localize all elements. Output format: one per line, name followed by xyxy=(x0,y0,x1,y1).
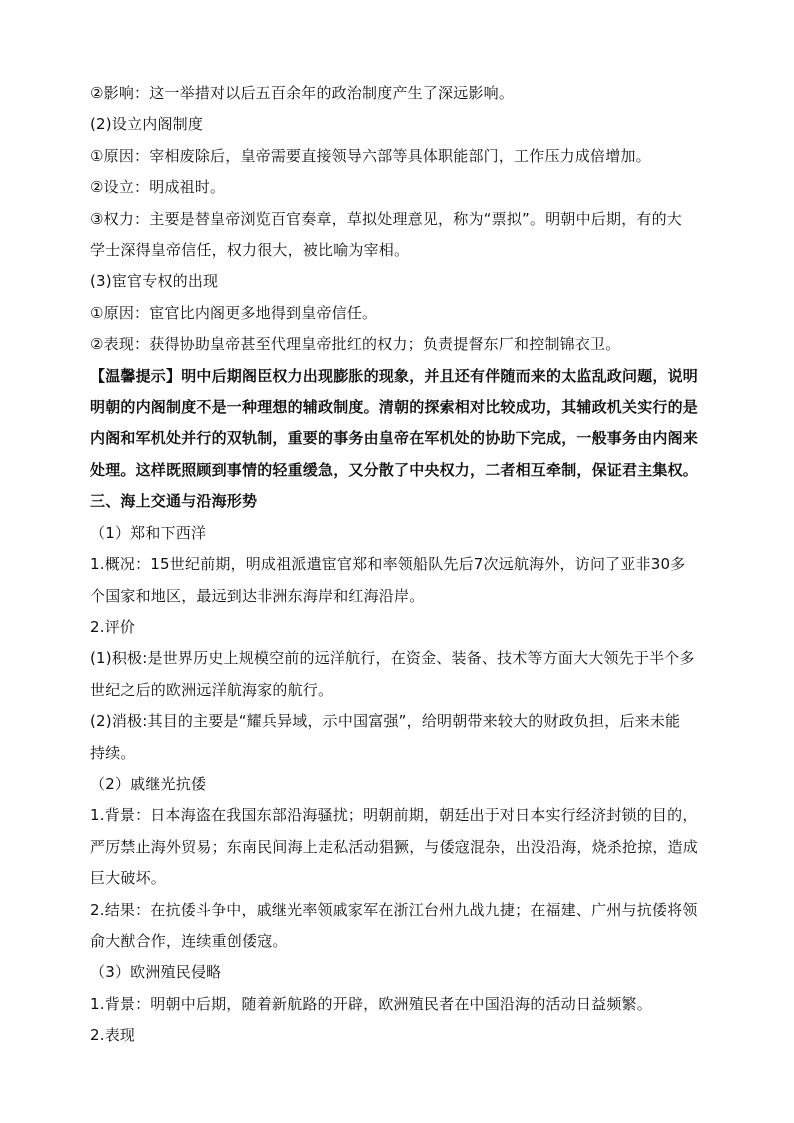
subheading: （2）戚继光抗倭 xyxy=(90,774,207,793)
text-line: 学士深得皇帝信任，权力很大，被比喻为宰相。 xyxy=(90,241,410,260)
tip-line: 明朝的内阁制度不是一种理想的辅政制度。清朝的探索相对比较成功，其辅政机关实行的是 xyxy=(90,398,699,417)
subheading: （1）郑和下西洋 xyxy=(90,523,207,542)
text-line: 1.背景：日本海盗在我国东部沿海骚扰；明朝前期，朝廷出于对日本实行经济封锁的目的， xyxy=(90,806,698,825)
document-page xyxy=(90,78,720,1052)
text-line: 俞大猷合作，连续重创倭寇。 xyxy=(90,931,288,950)
text-line: 严厉禁止海外贸易；东南民间海上走私活动猖獗，与倭寇混杂，出没沿海，烧杀抢掠，造成 xyxy=(90,837,699,856)
text-line: 个国家和地区，最远到达非洲东海岸和红海沿岸。 xyxy=(90,586,425,605)
text-line: (2)消极:其目的主要是“耀兵异域，示中国富强”，给明朝带来较大的财政负担，后来未能 xyxy=(90,712,681,731)
text-line: 2.结果：在抗倭斗争中，戚继光率领戚家军在浙江台州九战九捷；在福建、广州与抗倭将领 xyxy=(90,900,698,919)
text-line: 持续。 xyxy=(90,743,136,762)
text-line: 1.背景：明朝中后期，随着新航路的开辟，欧洲殖民者在中国沿海的活动日益频繁。 xyxy=(90,994,652,1013)
text-line: ②设立：明成祖时。 xyxy=(90,178,226,197)
text-line: 巨大破坏。 xyxy=(90,869,167,888)
text-line: 2.表现 xyxy=(90,1026,136,1045)
text-line: ③权力：主要是替皇帝浏览百官奏章，草拟处理意见，称为“票拟”。明朝中后期，有的大 xyxy=(90,209,682,228)
tip-line: 处理。这样既照顾到事情的轻重缓急，又分散了中央权力，二者相互牵制，保证君主集权。 xyxy=(90,460,699,479)
text-line: 世纪之后的欧洲远洋航海家的航行。 xyxy=(90,680,334,699)
text-line: 1.概况：15世纪前期，明成祖派遣宦官郑和率领船队先后7次远航海外，访问了亚非30多 xyxy=(90,555,686,574)
subheading: (3)宦官专权的出现 xyxy=(90,272,219,291)
text-line: ②表现：获得协助皇帝甚至代理皇帝批红的权力；负责提督东厂和控制锦衣卫。 xyxy=(90,335,621,354)
subheading: （3）欧洲殖民侵略 xyxy=(90,963,222,982)
text-line: ②影响：这一举措对以后五百余年的政治制度产生了深远影响。 xyxy=(90,84,515,102)
text-line: ①原因：宦官比内阁更多地得到皇帝信任。 xyxy=(90,303,378,322)
section-heading: 三、海上交通与沿海形势 xyxy=(90,492,258,511)
text-line: (1)积极:是世界历史上规模空前的远洋航行，在资金、装备、技术等方面大大领先于半个多 xyxy=(90,649,695,668)
text-line: ①原因：宰相废除后，皇帝需要直接领导六部等具体职能部门，工作压力成倍增加。 xyxy=(90,146,651,165)
subheading: (2)设立内阁制度 xyxy=(90,115,204,134)
tip-line: 内阁和军机处并行的双轨制，重要的事务由皇帝在军机处的协助下完成，一般事务由内阁来 xyxy=(90,429,699,448)
text-line: 2.评价 xyxy=(90,617,136,636)
tip-line: 【温馨提示】明中后期阁臣权力出现膨胀的现象，并且还有伴随而来的太监乱政问题，说明 xyxy=(90,366,699,385)
